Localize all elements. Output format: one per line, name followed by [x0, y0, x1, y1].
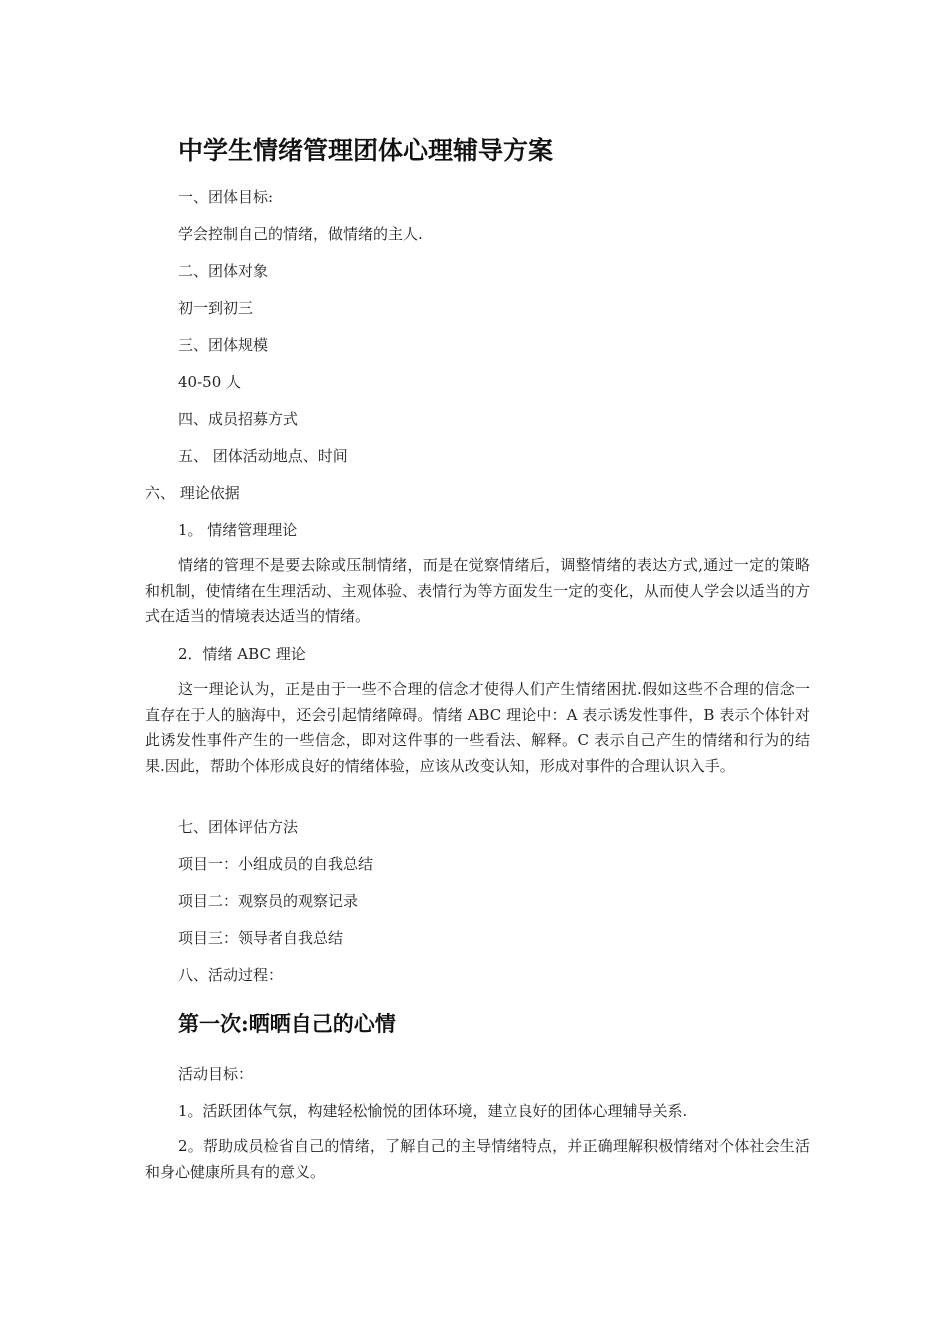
scale-heading: 三、团体规模	[178, 336, 269, 354]
eval-item: 项目二：观察员的观察记录	[178, 892, 359, 910]
session1-goal-2: 2。帮助成员检省自己的情绪，了解自己的主导情绪特点，并正确理解积极情绪对个体社会生活和身心健康所具有的意义。	[145, 1137, 810, 1181]
recruit-heading: 四、成员招募方式	[178, 410, 299, 428]
eval-item: 项目一：小组成员的自我总结	[178, 855, 374, 873]
document-title: 中学生情绪管理团体心理辅导方案	[178, 136, 554, 165]
theory2-heading: 2．情绪 ABC 理论	[178, 645, 306, 663]
goal-heading: 一、团体目标:	[178, 188, 274, 206]
process-heading: 八、活动过程：	[178, 966, 284, 984]
session1-goal-1: 1。活跃团体气氛，构建轻松愉悦的团体环境，建立良好的团体心理辅导关系.	[178, 1102, 688, 1120]
theory1-heading: 1。 情绪管理理论	[178, 521, 298, 539]
scale-text: 40-50 人	[178, 373, 242, 391]
venue-heading: 五、 团体活动地点、时间	[178, 447, 348, 465]
theory-heading: 六、 理论依据	[145, 484, 240, 502]
target-text: 初一到初三	[178, 299, 254, 317]
eval-item: 项目三：领导者自我总结	[178, 929, 344, 947]
target-heading: 二、团体对象	[178, 262, 269, 280]
theory1-paragraph: 情绪的管理不是要去除或压制情绪，而是在觉察情绪后，调整情绪的表达方式,通过一定的策略和机制，使情绪在生理活动、主观体验、表情行为等方面发生一定的变化，从而使人学会以适当的方式在适当的情境表达适当的情绪。	[145, 556, 810, 625]
eval-heading: 七、团体评估方法	[178, 818, 299, 836]
session1-goal-label: 活动目标：	[178, 1065, 254, 1083]
session1-title: 第一次:晒晒自己的心情	[178, 1011, 396, 1036]
theory2-paragraph: 这一理论认为，正是由于一些不合理的信念才使得人们产生情绪困扰.假如这些不合理的信念一直存在于人的脑海中，还会引起情绪障碍。情绪 ABC 理论中：A 表示诱发性事件，B 表示个体针对此诱发性事件产生的一些信念，即对这件事的一些看法、解释。C 表示自己产生的情绪和行为的结果.因此，帮助个体形成良好的情绪体验，应该从改变认知，形成对事件的合理认识入手。	[145, 680, 810, 775]
goal-text: 学会控制自己的情绪，做情绪的主人.	[178, 225, 423, 243]
